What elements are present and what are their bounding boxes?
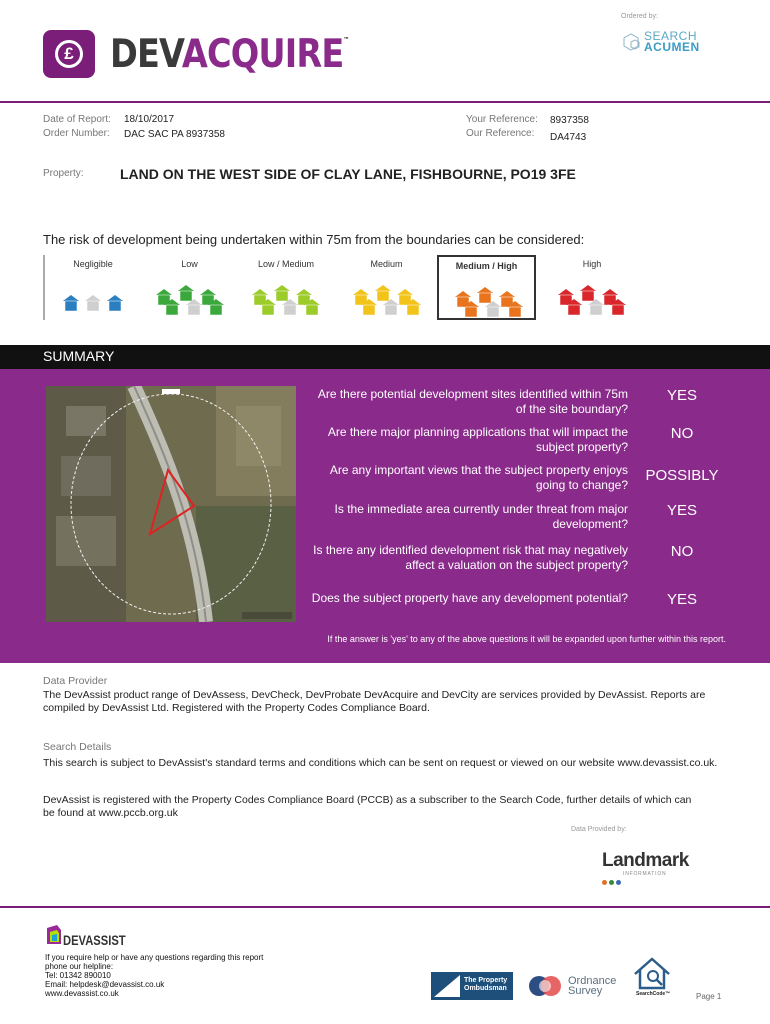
- risk-heading: The risk of development being undertaken within 75m from the boundaries can be considered:: [43, 232, 585, 247]
- property-address: LAND ON THE WEST SIDE OF CLAY LANE, FISHBOURNE, PO19 3FE: [120, 166, 576, 182]
- summary-question: Are there potential development sites identified within 75m of the site boundary?: [317, 387, 628, 416]
- summary-answer: YES: [666, 387, 697, 404]
- summary-answer: NO: [670, 543, 694, 560]
- pccb-text: DevAssist is registered with the Property Codes Compliance Board (PCCB) as a subscriber to the Search Code, further details of which can be found at www.pccb.org.uk: [43, 794, 692, 819]
- summary-header-bar: [0, 345, 770, 369]
- summary-answer: YES: [666, 591, 697, 608]
- search-acumen-logo-text: SEARCH ACUMEN: [644, 29, 700, 54]
- summary-question: Are there major planning applications that will impact the subject property?: [327, 425, 628, 454]
- property-ombudsman-logo: The Property Ombudsman: [431, 972, 513, 1000]
- summary-answer: POSSIBLY: [645, 467, 719, 484]
- data-provider-title: Data Provider: [43, 675, 108, 687]
- date-of-report-value: 18/10/2017: [124, 114, 175, 125]
- risk-level-2: [143, 255, 236, 320]
- landmark-dots-icon: [602, 872, 623, 890]
- risk-level-3: [236, 255, 336, 320]
- header-divider: [0, 101, 770, 103]
- devacquire-logo-text: DEVACQUIRE™: [110, 32, 349, 77]
- order-number-value: DAC SAC PA 8937358: [124, 129, 225, 140]
- page-number: Page 1: [696, 992, 722, 1001]
- devassist-logo-text: DEVASSIST: [63, 932, 126, 948]
- searchcode-label: SearchCode™: [636, 991, 671, 997]
- summary-note: If the answer is 'yes' to any of the above questions it will be expanded upon further within this report.: [327, 634, 726, 644]
- risk-level-label: Negligible: [73, 259, 113, 269]
- house-icon: [552, 277, 632, 317]
- ordered-by-label: Ordered by:: [621, 13, 658, 20]
- summary-title: SUMMARY: [43, 348, 115, 364]
- house-icon: [150, 277, 230, 317]
- property-label: Property:: [43, 168, 84, 179]
- search-details-text: This search is subject to DevAssist's standard terms and conditions which can be sent on request or viewed on our website www.devassist.co.uk.: [43, 757, 718, 769]
- risk-level-5: [437, 255, 536, 320]
- summary-question: Is there any identified development risk that may negatively affect a valuation on the subject property?: [313, 543, 628, 572]
- risk-level-4: [336, 255, 437, 320]
- summary-question: Are any important views that the subject property enjoys going to change?: [329, 463, 628, 492]
- search-details-title: Search Details: [43, 741, 112, 753]
- risk-level-label: High: [582, 259, 602, 269]
- landmark-subtitle: INFORMATION: [623, 871, 667, 877]
- devassist-logo-icon: [45, 924, 63, 946]
- our-reference-label: Our Reference:: [466, 128, 535, 139]
- summary-answer: NO: [670, 425, 694, 442]
- searchcode-house-icon: [632, 956, 672, 990]
- summary-answer: YES: [666, 502, 697, 519]
- house-icon: [53, 277, 133, 317]
- risk-scale: [43, 255, 648, 320]
- ordnance-survey-text: Ordnance Survey: [568, 975, 617, 997]
- risk-level-1: [43, 255, 143, 320]
- risk-level-label: Low: [181, 259, 198, 269]
- summary-question: Does the subject property have any development potential?: [311, 591, 628, 605]
- our-reference-value: DA4743: [550, 132, 587, 143]
- data-provided-label: Data Provided by:: [571, 826, 627, 833]
- devacquire-logo-icon: £: [43, 30, 95, 78]
- house-icon: [246, 277, 326, 317]
- order-number-label: Order Number:: [43, 128, 110, 139]
- risk-level-label: Low / Medium: [257, 259, 315, 269]
- data-provider-text: The DevAssist product range of DevAssess, DevCheck, DevProbate DevAcquire and DevCity are services provided by DevAssist. Reports are compiled by DevAssist Ltd. Registered with the Property Codes Compliance Board.: [43, 689, 706, 714]
- date-of-report-label: Date of Report:: [43, 114, 111, 125]
- helpline-text: If you require help or have any questions regarding this report phone our helpline: Tel: 01342 890010 Email: helpdesk@devassist.co.uk www.devassist.co.uk: [45, 953, 264, 998]
- summary-question: Is the immediate area currently under threat from major development?: [334, 502, 628, 531]
- house-icon: [449, 279, 529, 319]
- risk-level-label: Medium: [370, 259, 403, 269]
- ordnance-survey-icon: [527, 972, 565, 1000]
- landmark-logo: Landmark: [602, 850, 689, 871]
- house-icon: [347, 277, 427, 317]
- site-map-image: [46, 386, 296, 622]
- risk-level-label: Medium / High: [455, 261, 518, 271]
- footer-divider: [0, 906, 770, 908]
- your-reference-value: 8937358: [550, 115, 589, 126]
- your-reference-label: Your Reference:: [466, 114, 538, 125]
- risk-level-6: [536, 255, 648, 320]
